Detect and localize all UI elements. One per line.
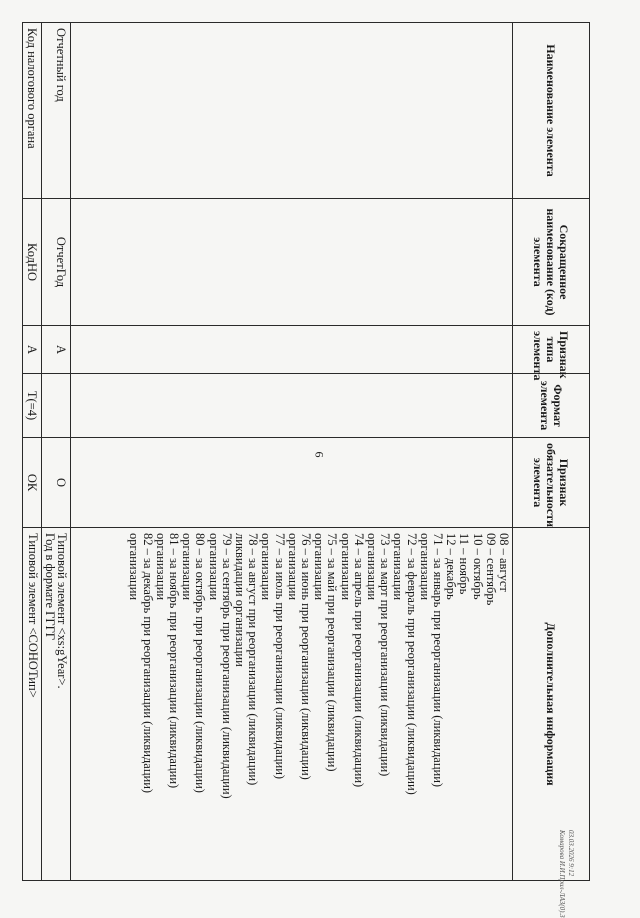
cell-type: А	[23, 326, 42, 374]
info-line: организации	[312, 533, 327, 601]
table-row	[42, 23, 71, 881]
cell-code-empty	[71, 199, 513, 326]
header-name: Наименование элемента	[513, 23, 590, 199]
element-table	[22, 22, 590, 881]
cell-required-empty	[71, 438, 513, 528]
info-line: 80 – за октябрь при реорганизации (ликвидации)	[193, 533, 208, 793]
info-line: ликвидации организации	[232, 533, 247, 667]
info-line: Типовой элемент <xs:gYear>.	[55, 533, 69, 689]
info-line: организации	[364, 533, 379, 601]
info-line: организации	[180, 533, 195, 601]
cell-required: ОК	[23, 438, 42, 528]
info-line: 82 – за декабрь при реорганизации (ликвидации)	[140, 533, 155, 794]
cell-required: О	[42, 438, 71, 528]
cell-code: КодНО	[23, 199, 42, 326]
cell-type: А	[42, 326, 71, 374]
stamp-datetime: 03.03.2026 9:12	[567, 830, 575, 877]
rotated-table-container	[22, 22, 590, 880]
cell-name: Отчетный год	[42, 23, 71, 199]
info-line: организации	[285, 533, 300, 601]
table-row-continued	[71, 23, 513, 881]
info-line: 75 – за май при реорганизации (ликвидации)	[325, 533, 340, 772]
table-row	[23, 23, 42, 881]
header-info: Дополнительная информация	[513, 528, 590, 881]
info-line: 77 – за июль при реорганизации (ликвидации)	[272, 533, 287, 780]
cell-name-empty	[71, 23, 513, 199]
info-line: 10 – октябрь	[470, 533, 485, 600]
info-line: Год в формате ГГГГ	[43, 533, 57, 641]
info-line: 09 – сентябрь	[483, 533, 498, 606]
info-line: 79 – за сентябрь при реорганизации (ликвидации)	[219, 533, 234, 799]
cell-name: Код налогового органа	[23, 23, 42, 199]
info-line: 11 – ноябрь	[457, 533, 472, 595]
cell-info	[42, 528, 71, 881]
header-required: Признак обязательности элемента	[513, 438, 590, 528]
cell-info-continued	[71, 528, 513, 881]
info-line: 72 – за февраль при реорганизации (ликвидации)	[404, 533, 419, 795]
info-line: организации	[391, 533, 406, 601]
info-line: 78 – за август при реорганизации (ликвидации)	[246, 533, 261, 786]
header-code: Сокращенное наименование (код) элемента	[513, 199, 590, 326]
info-line: 74 – за апрель при реорганизации (ликвидации)	[351, 533, 366, 788]
header-type: Признак типа элемента	[513, 326, 590, 374]
info-line: организации	[417, 533, 432, 601]
cell-info	[23, 528, 42, 881]
info-line: 81 – за ноябрь при реорганизации (ликвидации)	[166, 533, 181, 789]
info-line: Типовой элемент <СОНОТип>	[26, 533, 40, 698]
stamp-author: Комарова И.И.Прил-ЛАЗ(0).3	[558, 830, 566, 918]
info-line: 76 – за июнь при реорганизации (ликвидации)	[298, 533, 313, 780]
cell-format-empty	[71, 374, 513, 438]
info-line: 71 – за январь при реорганизации (ликвидации)	[430, 533, 445, 788]
info-line: организации	[153, 533, 168, 601]
cell-format: T(=4)	[23, 374, 42, 438]
table-header-row	[513, 23, 590, 881]
info-line: организации	[206, 533, 221, 601]
info-line: 12 – декабрь	[444, 533, 459, 600]
cell-code: ОтчетГод	[42, 199, 71, 326]
print-stamp	[557, 830, 575, 918]
cell-type-empty	[71, 326, 513, 374]
header-format: Формат элемента	[513, 374, 590, 438]
info-line: организации	[338, 533, 353, 601]
info-line: 73 – за март при реорганизации (ликвидации)	[378, 533, 393, 777]
info-line: 08 – август	[497, 533, 511, 592]
cell-format	[42, 374, 71, 438]
info-line: организации	[127, 533, 142, 601]
info-line: организации	[259, 533, 274, 601]
page-number: 6	[312, 451, 327, 458]
